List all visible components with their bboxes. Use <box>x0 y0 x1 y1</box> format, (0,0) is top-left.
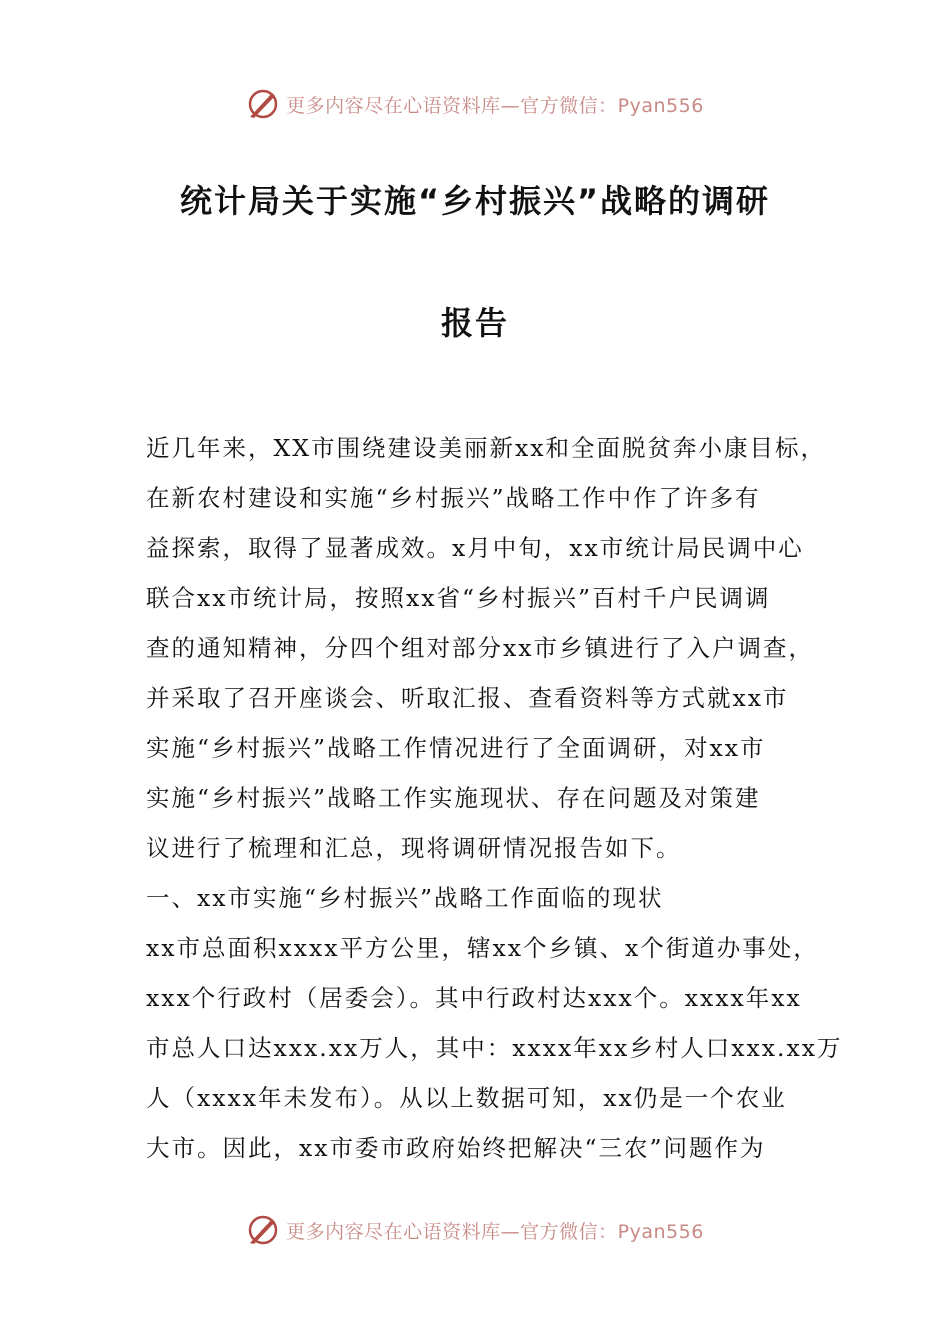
body-line: 查的通知精神，分四个组对部分xx市乡镇进行了入户调查， <box>146 634 815 662</box>
body-line: 人（xxxx年未发布）。从以上数据可知，xx仍是一个农业 <box>146 1084 787 1112</box>
body-line: 益探索，取得了显著成效。x月中旬，xx市统计局民调中心 <box>146 534 804 562</box>
body-line: 并采取了召开座谈会、听取汇报、查看资料等方式就xx市 <box>146 684 789 712</box>
body-line: 实施“乡村振兴”战略工作实施现状、存在问题及对策建 <box>146 784 761 812</box>
body-line: xx市总面积xxxx平方公里，辖xx个乡镇、x个街道办事处， <box>146 934 819 962</box>
quill-pen-logo-icon <box>246 1213 280 1247</box>
body-line: xxx个行政村（居委会）。其中行政村达xxx个。xxxx年xx <box>146 984 802 1012</box>
document-title-line-2: 报告 <box>440 304 509 342</box>
body-line: 在新农村建设和实施“乡村振兴”战略工作中作了许多有 <box>146 484 761 512</box>
footer-watermark <box>0 1210 950 1250</box>
header-watermark <box>0 84 950 124</box>
document-body <box>146 423 843 1173</box>
body-line: 实施“乡村振兴”战略工作情况进行了全面调研，对xx市 <box>146 734 766 762</box>
quill-pen-logo-icon <box>246 87 280 121</box>
watermark-text: 更多内容尽在心语资料库—官方微信：Pyan556 <box>286 94 704 117</box>
body-line: 近几年来，XX市围绕建设美丽新xx和全面脱贫奔小康目标， <box>146 434 826 462</box>
section-heading: 一、xx市实施“乡村振兴”战略工作面临的现状 <box>146 884 664 912</box>
body-line: 联合xx市统计局，按照xx省“乡村振兴”百村千户民调调 <box>146 584 771 612</box>
body-line: 市总人口达xxx.xx万人，其中：xxxx年xx乡村人口xxx.xx万 <box>146 1034 843 1062</box>
watermark-text: 更多内容尽在心语资料库—官方微信：Pyan556 <box>286 1220 704 1243</box>
document-title-line-1: 统计局关于实施“乡村振兴”战略的调研 <box>179 182 771 220</box>
body-line: 议进行了梳理和汇总，现将调研情况报告如下。 <box>146 834 682 862</box>
body-line: 大市。因此，xx市委市政府始终把解决“三农”问题作为 <box>146 1134 766 1162</box>
